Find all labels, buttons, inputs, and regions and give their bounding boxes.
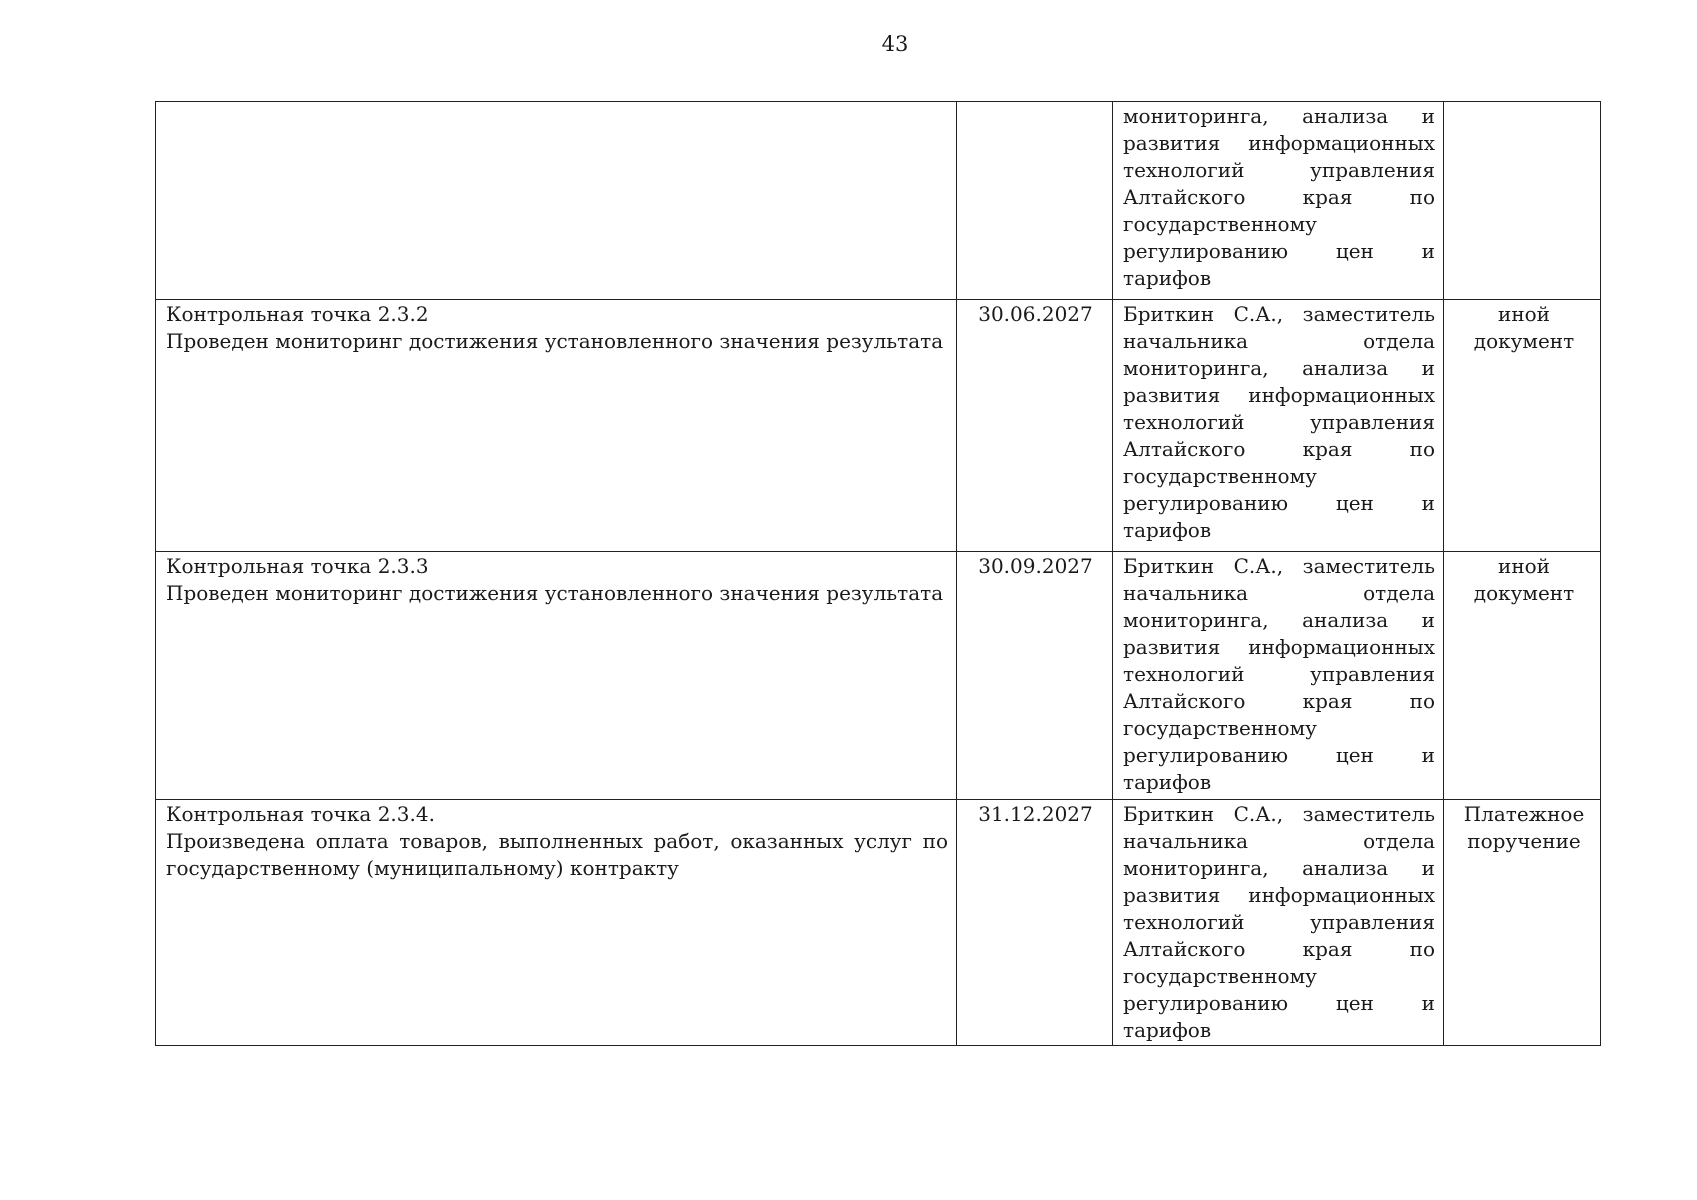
control-point-cell [156,800,957,1046]
responsible-person: Бриткин С.А., заместитель начальника отдела мониторинга, анализа и развития информационных технологий управления Алтайского края по государственному регулированию цен и тарифов [1123,554,1435,794]
document-type: иной документ [1473,554,1575,605]
responsible-person: Бриткин С.А., заместитель начальника отдела мониторинга, анализа и развития информационных технологий управления Алтайского края по государственному регулированию цен и тарифов [1123,802,1435,1042]
table-row [156,552,1601,800]
document-type: иной документ [1473,302,1575,353]
responsible-cell [1113,552,1444,800]
date-cell [957,102,1113,300]
table-row [156,102,1601,300]
responsible-person: мониторинга, анализа и развития информационных технологий управления Алтайского края по государственному регулированию цен и тарифов [1123,104,1435,290]
responsible-person: Бриткин С.А., заместитель начальника отдела мониторинга, анализа и развития информационных технологий управления Алтайского края по государственному регулированию цен и тарифов [1123,302,1435,542]
table-row [156,800,1601,1046]
control-point-cell [156,552,957,800]
page-number: 43 [881,32,909,56]
responsible-cell [1113,102,1444,300]
date-cell: 30.06.2027 [957,300,1113,552]
control-point-description: Проведен мониторинг достижения установленного значения результата [166,329,944,353]
responsible-cell [1113,300,1444,552]
control-point-title: Контрольная точка 2.3.4. [166,802,435,826]
date-cell: 31.12.2027 [957,800,1113,1046]
control-point-cell [156,300,957,552]
responsible-cell [1113,800,1444,1046]
control-point-description: Проведен мониторинг достижения установленного значения результата [166,581,944,605]
control-point-title: Контрольная точка 2.3.3 [166,554,429,578]
document-type-cell [1444,102,1601,300]
control-points-table [155,101,1601,1046]
table-row [156,300,1601,552]
control-point-cell [156,102,957,300]
document-type: Платежное поручение [1463,802,1585,853]
control-point-title: Контрольная точка 2.3.2 [166,302,429,326]
document-type-cell [1444,552,1601,800]
control-point-description: Произведена оплата товаров, выполненных работ, оказанных услуг по государственному (муниципальному) контракту [166,829,948,880]
date-cell: 30.09.2027 [957,552,1113,800]
document-type-cell [1444,300,1601,552]
document-type-cell [1444,800,1601,1046]
